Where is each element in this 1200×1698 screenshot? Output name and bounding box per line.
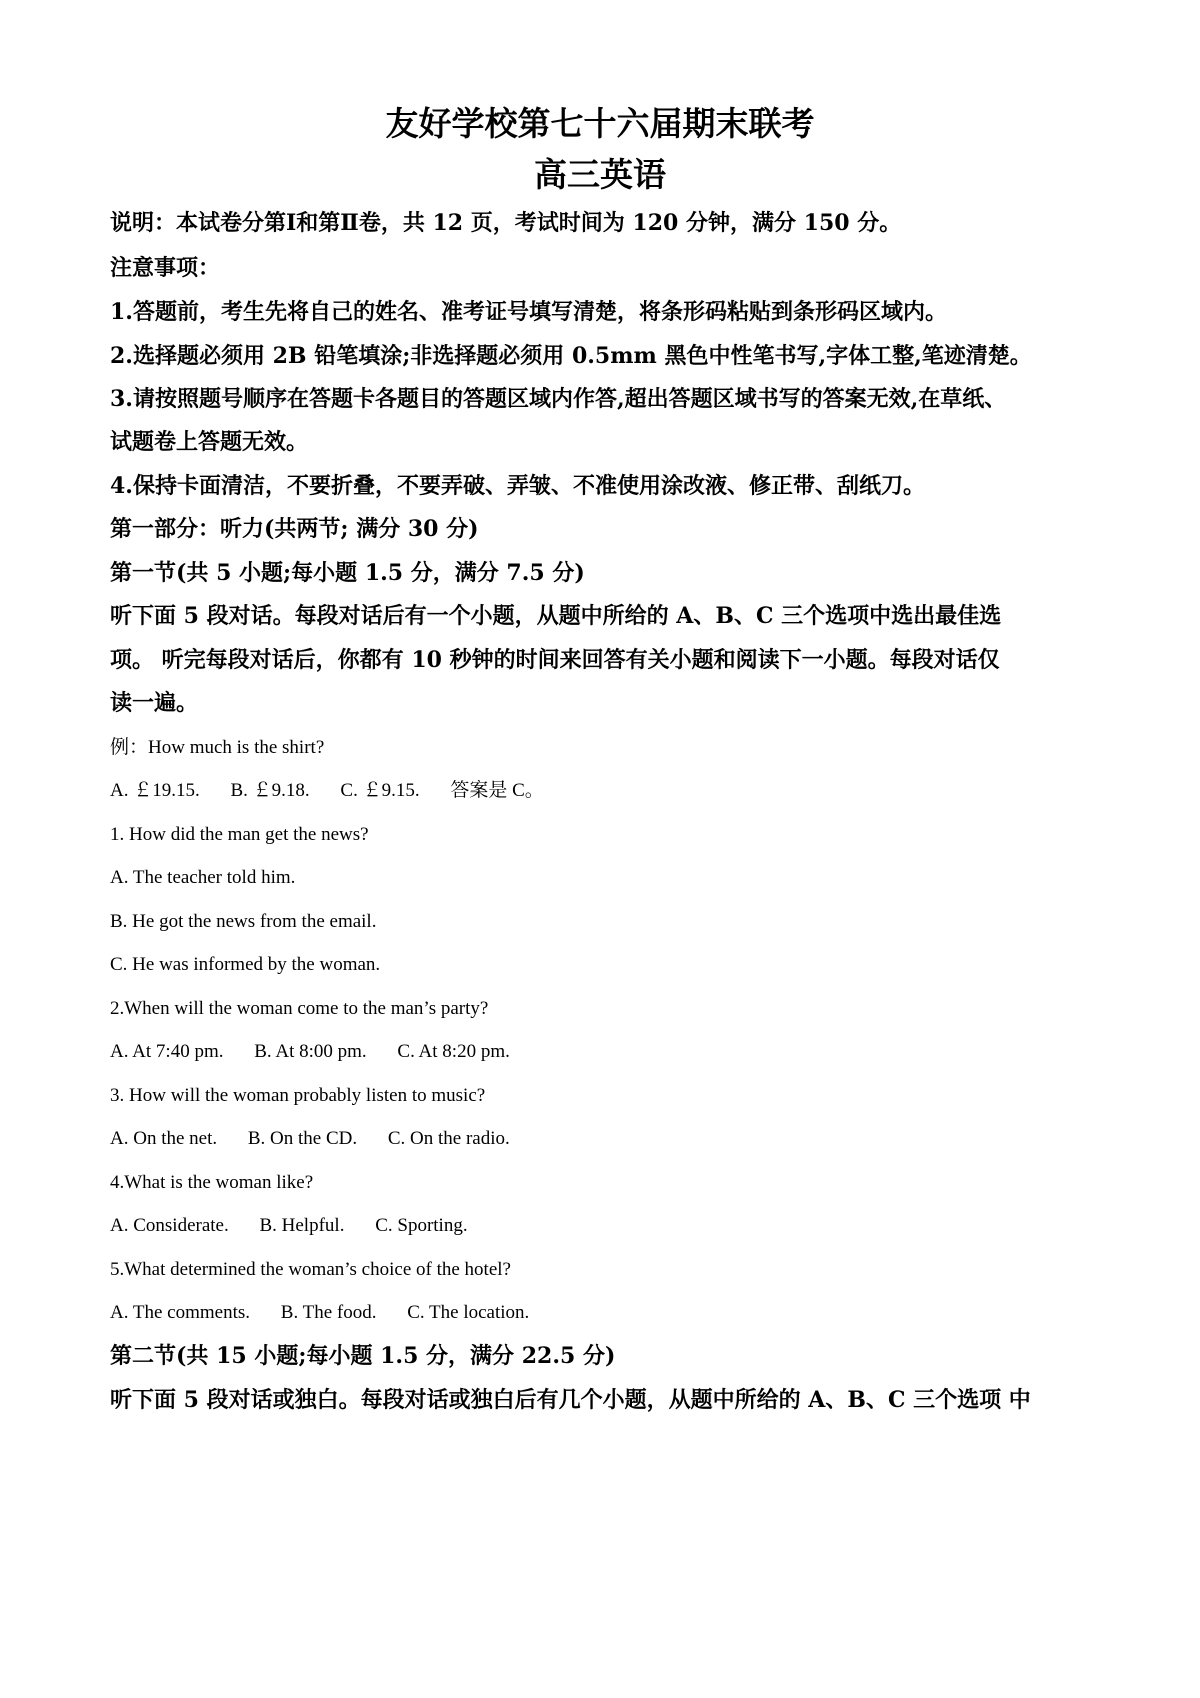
question-2-option-a: A. At 7:40 pm. <box>110 1041 224 1062</box>
example-option-a: A. ￡19.15. <box>110 780 200 801</box>
question-2-options <box>110 1037 510 1067</box>
example-option-b: B. ￡9.18. <box>230 780 310 801</box>
notice-item-4: 4.保持卡面清洁，不要折叠，不要弄破、弄皱、不准使用涂改液、修正带、刮纸刀。 <box>110 473 925 499</box>
question-5: 5.What determined the woman’s choice of the hotel? <box>110 1259 511 1280</box>
notice-heading: 注意事项： <box>110 255 221 281</box>
example-question: 例：How much is the shirt? <box>110 737 325 758</box>
question-4-option-a: A. Considerate. <box>110 1215 229 1236</box>
section1-heading: 第一节(共 5 小题;每小题 1.5 分，满分 7.5 分) <box>110 560 585 586</box>
question-4-option-b: B. Helpful. <box>259 1215 345 1236</box>
notice-item-3: 3.请按照题号顺序在答题卡各题目的答题区域内作答,超出答题区域书写的答案无效,在草纸、 <box>110 386 1007 412</box>
section1-instructions-cont: 项。 听完每段对话后，你都有 10 秒钟的时间来回答有关小题和阅读下一小题。每段对话仅 <box>110 647 1000 673</box>
example-options <box>110 776 544 806</box>
question-2-option-c: C. At 8:20 pm. <box>397 1041 510 1062</box>
question-5-option-b: B. The food. <box>280 1302 377 1323</box>
question-5-option-a: A. The comments. <box>110 1302 251 1323</box>
question-1-option-b: B. He got the news from the email. <box>110 911 377 932</box>
section1-instructions: 听下面 5 段对话。每段对话后有一个小题，从题中所给的 A、B、C 三个选项中选出最佳选 <box>110 603 1002 629</box>
question-1-option-c: C. He was informed by the woman. <box>110 954 381 975</box>
section2-instructions: 听下面 5 段对话或独白。每段对话或独白后有几个小题，从题中所给的 A、B、C 三个选项 中 <box>110 1387 1031 1413</box>
example-answer: 答案是 C。 <box>450 780 544 801</box>
question-3-options <box>110 1124 510 1154</box>
question-5-option-c: C. The location. <box>407 1302 530 1323</box>
question-1-option-a: A. The teacher told him. <box>110 867 296 888</box>
question-3: 3. How will the woman probably listen to music? <box>110 1085 486 1106</box>
notice-item-2: 2.选择题必须用 2B 铅笔填涂;非选择题必须用 0.5mm 黑色中性笔书写,字体工整,笔迹清楚。 <box>110 343 1032 369</box>
question-1: 1. How did the man get the news? <box>110 824 369 845</box>
exam-description: 说明：本试卷分第Ⅰ和第Ⅱ卷，共 12 页，考试时间为 120 分钟，满分 150 分。 <box>110 210 902 236</box>
question-2: 2.When will the woman come to the man’s party? <box>110 998 489 1019</box>
exam-title: 友好学校第七十六届期末联考 <box>385 104 815 143</box>
question-2-option-b: B. At 8:00 pm. <box>254 1041 367 1062</box>
part1-heading: 第一部分：听力(共两节; 满分 30 分) <box>110 516 479 542</box>
example-option-c: C. ￡9.15. <box>340 780 420 801</box>
question-4: 4.What is the woman like? <box>110 1172 314 1193</box>
exam-subtitle: 高三英语 <box>534 155 666 194</box>
question-4-options <box>110 1211 468 1241</box>
section2-heading: 第二节(共 15 小题;每小题 1.5 分，满分 22.5 分) <box>110 1343 616 1369</box>
question-4-option-c: C. Sporting. <box>375 1215 468 1236</box>
question-3-option-c: C. On the radio. <box>387 1128 510 1149</box>
question-5-options <box>110 1298 529 1328</box>
question-3-option-a: A. On the net. <box>110 1128 218 1149</box>
section1-instructions-end: 读一遍。 <box>110 690 199 716</box>
notice-item-3-cont: 试题卷上答题无效。 <box>110 429 309 455</box>
question-3-option-b: B. On the CD. <box>247 1128 358 1149</box>
notice-item-1: 1.答题前，考生先将自己的姓名、准考证号填写清楚，将条形码粘贴到条形码区域内。 <box>110 299 947 325</box>
